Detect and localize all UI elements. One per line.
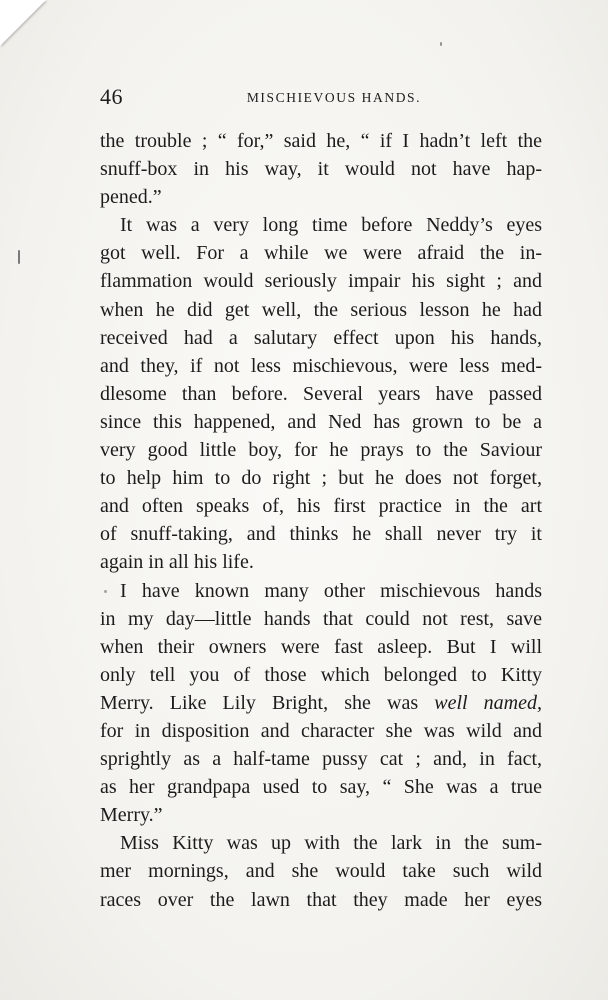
text-line: when he did get well, the serious lesson he had [100, 298, 542, 321]
text-line: Miss Kitty was up with the lark in the sum- [120, 832, 542, 855]
text-line-with-italic: Merry. Like Lily Bright, she was well named, [100, 691, 542, 714]
text-line: races over the lawn that they made her eyes [100, 888, 542, 911]
page-header [100, 84, 542, 114]
paper-speck [18, 250, 20, 264]
text-line: only tell you of those which belonged to Kitty [100, 663, 542, 686]
text-line: received had a salutary effect upon his hands, [100, 326, 542, 349]
body-text [100, 127, 542, 914]
text-line: pened.” [100, 186, 162, 209]
paper-speck [104, 590, 107, 593]
text-line: again in all his life. [100, 551, 254, 574]
running-title: MISCHIEVOUS HANDS. [246, 90, 422, 105]
text-line: since this happened, and Ned has grown to be a [100, 410, 542, 433]
text-line: and often speaks of, his first practice in the art [100, 495, 542, 518]
text-line: flammation would seriously impair his sight ; and [100, 270, 542, 293]
italic-phrase: well named, [434, 691, 542, 714]
text-line: very good little boy, for he prays to the Saviour [100, 439, 542, 462]
text-line: got well. For a while we were afraid the in- [100, 242, 542, 265]
text-line: Merry.” [100, 804, 163, 827]
text-line: as her grandpapa used to say, “ She was a true [100, 776, 542, 799]
text-line: dlesome than before. Several years have passed [100, 382, 542, 405]
text-line: when their owners were fast asleep. But I will [100, 635, 542, 658]
folded-corner [0, 0, 46, 46]
text-line: sprightly as a half-tame pussy cat ; and, in fact, [100, 748, 542, 771]
page-number: 46 [100, 84, 123, 109]
text-line: of snuff-taking, and thinks he shall never try it [100, 523, 542, 546]
text-line: the trouble ; “ for,” said he, “ if I hadn’t left the [100, 130, 542, 152]
text-line: It was a very long time before Neddy’s eyes [120, 214, 542, 237]
paper-speck [440, 42, 442, 46]
text-line: snuff-box in his way, it would not have hap- [100, 158, 542, 181]
text-line: and they, if not less mischievous, were less med- [100, 354, 542, 377]
text-line: I have known many other mischievous hands [120, 579, 542, 602]
text-line: in my day—little hands that could not rest, save [100, 607, 542, 630]
text-line: mer mornings, and she would take such wild [100, 860, 542, 883]
text-line: for in disposition and character she was wild and [100, 719, 542, 742]
text-line: to help him to do right ; but he does not forget, [100, 467, 542, 490]
